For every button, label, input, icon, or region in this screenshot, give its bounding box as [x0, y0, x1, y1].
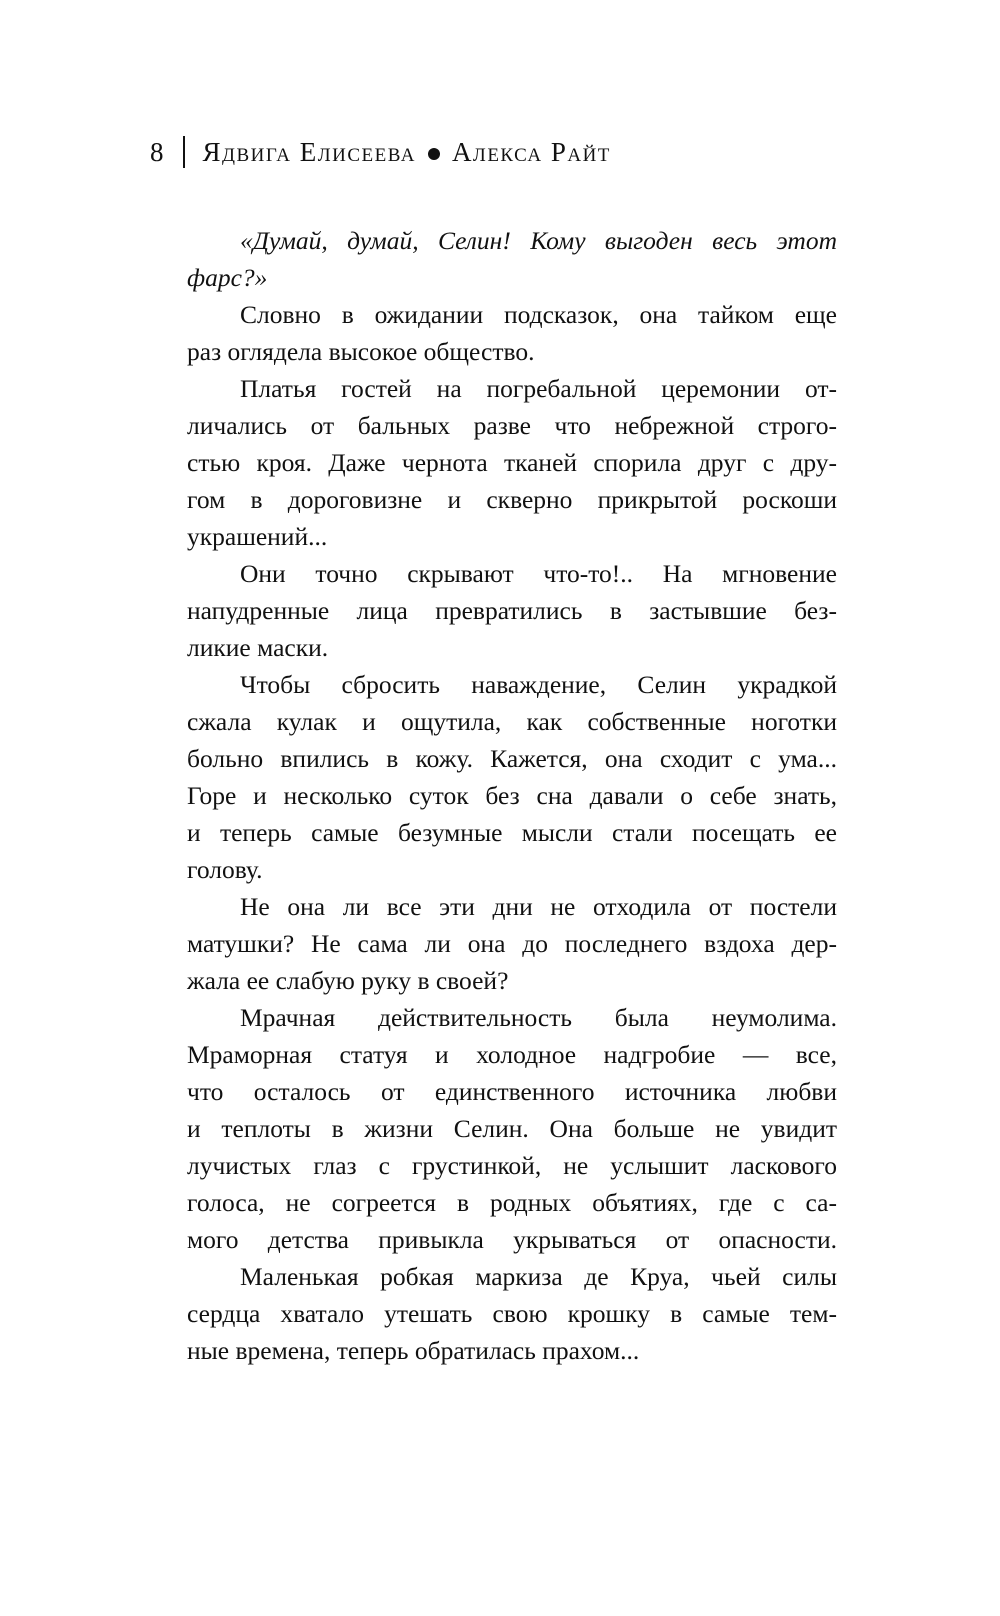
- text-line: Горе и несколько суток без сна давали о себе знать,: [187, 781, 837, 810]
- text-line: мого детства привыкла укрываться от опасности.: [187, 1225, 837, 1254]
- text-line: Чтобы сбросить наваждение, Селин украдкой: [240, 670, 837, 699]
- text-line: ликие маски.: [187, 633, 329, 662]
- text-line: Платья гостей на погребальной церемонии от-: [240, 374, 837, 403]
- body-text: [187, 222, 837, 1369]
- text-line: сердца хватало утешать свою крошку в самые тем-: [187, 1299, 837, 1328]
- text-line: Не она ли все эти дни не отходила от постели: [240, 892, 837, 921]
- text-line: больно впились в кожу. Кажется, она сходит с ума...: [187, 744, 837, 773]
- text-line: и теперь самые безумные мысли стали посещать ее: [187, 818, 837, 847]
- text-line: раз оглядела высокое общество.: [187, 337, 535, 366]
- text-line: матушки? Не сама ли она до последнего вздоха дер-: [187, 929, 837, 958]
- text-line: напудренные лица превратились в застывшие без-: [187, 596, 837, 625]
- bullet-separator-icon: [428, 148, 440, 160]
- text-line: жала ее слабую руку в своей?: [187, 966, 509, 995]
- text-line: Они точно скрывают что-то!.. На мгновение: [240, 559, 837, 588]
- text-line: фарс?»: [187, 263, 268, 292]
- author-name-2: Алекса Райт: [451, 136, 611, 167]
- text-line: сжала кулак и ощутила, как собственные ноготки: [187, 707, 837, 736]
- running-head: [150, 132, 611, 172]
- text-line: украшений...: [187, 522, 328, 551]
- text-line: Словно в ожидании подсказок, она тайком еще: [240, 300, 837, 329]
- text-line: голоса, не согреется в родных объятиях, где с са-: [187, 1188, 837, 1217]
- text-line: ные времена, теперь обратилась прахом...: [187, 1336, 640, 1365]
- text-line: Маленькая робкая маркиза де Круа, чьей силы: [240, 1262, 837, 1291]
- page-number: 8: [150, 136, 165, 167]
- text-line: личались от бальных разве что небрежной строго-: [187, 411, 837, 440]
- text-line: голову.: [187, 855, 263, 884]
- text-line: стью кроя. Даже чернота тканей спорила друг с дру-: [187, 448, 837, 477]
- text-line: Мраморная статуя и холодное надгробие — все,: [187, 1040, 837, 1069]
- text-line: что осталось от единственного источника любви: [187, 1077, 837, 1106]
- text-line: «Думай, думай, Селин! Кому выгоден весь этот: [240, 226, 837, 255]
- text-line: лучистых глаз с грустинкой, не услышит ласкового: [187, 1151, 837, 1180]
- text-line: Мрачная действительность была неумолима.: [240, 1003, 837, 1032]
- text-line: гом в дороговизне и скверно прикрытой роскоши: [187, 485, 837, 514]
- text-line: и теплоты в жизни Селин. Она больше не увидит: [187, 1114, 837, 1143]
- author-name-1: Ядвига Елисеева: [202, 136, 416, 167]
- header-divider: [183, 136, 185, 168]
